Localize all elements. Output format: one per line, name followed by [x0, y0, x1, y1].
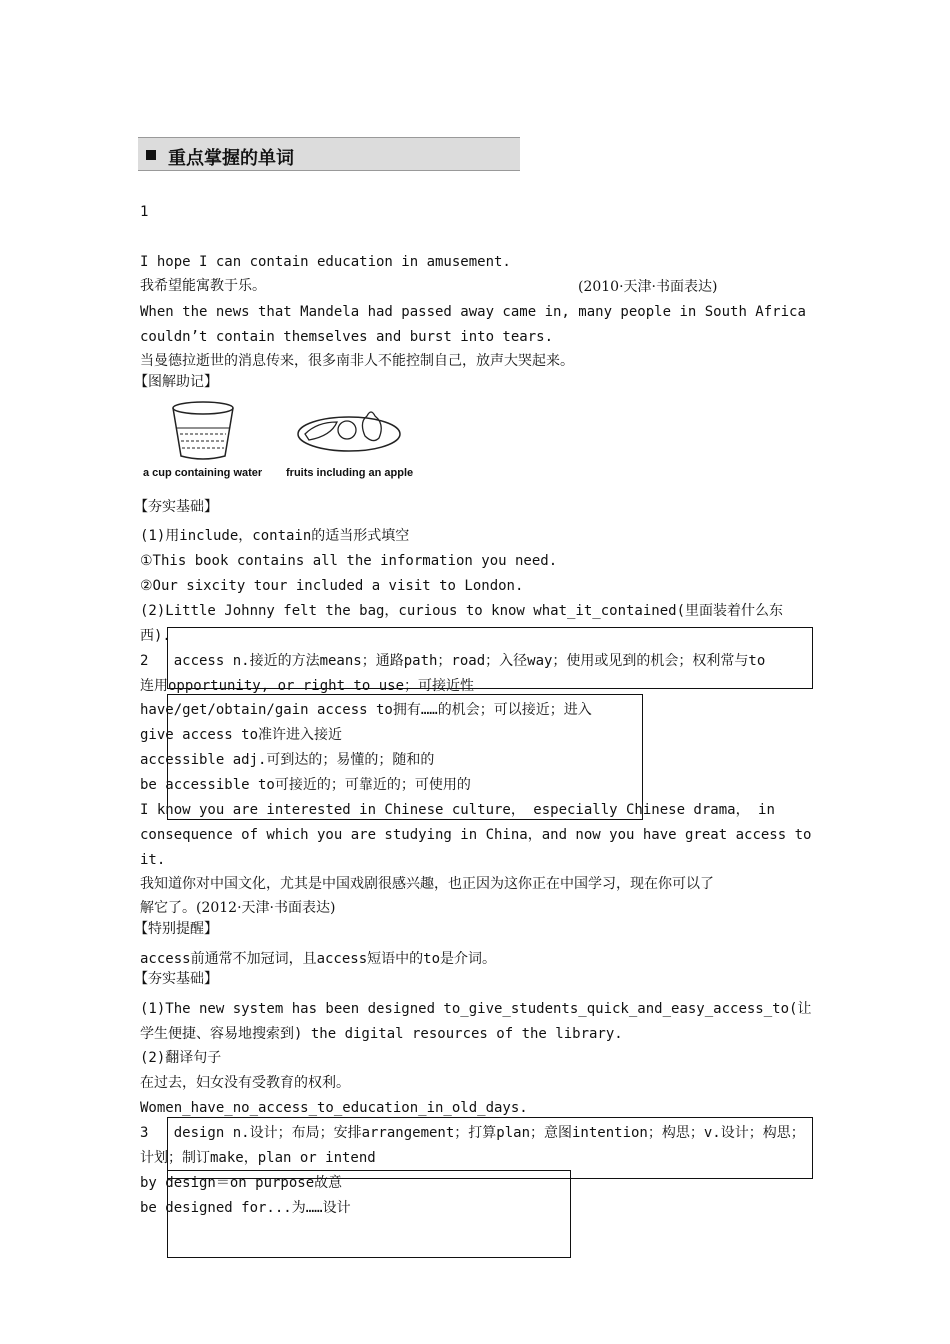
- entry-number: 1: [140, 204, 149, 220]
- example-en: consequence of which you are studying in China，and now you have great access to: [140, 827, 812, 843]
- example-en: I hope I can contain education in amusement.: [140, 254, 511, 270]
- example-reference: (2010·天津·书面表达): [578, 279, 718, 295]
- tip-text: access前通常不加冠词，且access短语中的to是介词。: [140, 951, 497, 967]
- exercise-line: 在过去，妇女没有受教育的权利。: [140, 1075, 350, 1091]
- exercise-line: (2)Little Johnny felt the bag，curious to know what_it_contained(里面装着什么东: [140, 603, 784, 619]
- phrase-line: accessible adj.可到达的；易懂的；随和的: [140, 752, 435, 768]
- example-cn: 我希望能寓教于乐。: [140, 278, 266, 294]
- phrase-line: have/get/obtain/gain access to拥有……的机会；可以接近；进入: [140, 702, 592, 718]
- section-title: 重点掌握的单词: [168, 148, 294, 169]
- example-en: I know you are interested in Chinese culture， especially Chinese drama， in: [140, 802, 775, 818]
- exercise-line: (2)翻译句子: [140, 1050, 222, 1066]
- example-cn: 解它了。(2012·天津·书面表达): [140, 900, 336, 916]
- example-cn: 当曼德拉逝世的消息传来，很多南非人不能控制自己，放声大哭起来。: [140, 353, 574, 369]
- fruit-plate-illustration: [295, 404, 403, 454]
- entry-definition: 连用opportunity, or right to use；可接近性: [140, 678, 475, 694]
- entry-definition: 计划；制订make，plan or intend: [140, 1150, 376, 1166]
- example-en: couldn’t contain themselves and burst into tears.: [140, 329, 554, 345]
- basics-label: 【夯实基础】: [134, 499, 218, 515]
- exercise-line: 西).: [140, 628, 171, 644]
- example-en: it.: [140, 852, 166, 868]
- phrase-line: give access to准许进入接近: [140, 727, 343, 743]
- exercise-line: ①This book contains all the information you need.: [140, 553, 558, 569]
- exercise-line: (1)用include，contain的适当形式填空: [140, 528, 410, 544]
- illustration-caption: fruits including an apple: [286, 467, 414, 479]
- entry-definition: 3 design n.设计；布局；安排arrangement；打算plan；意图intention；构思；v.设计；构思；: [140, 1125, 805, 1141]
- example-en: When the news that Mandela had passed away came in, many people in South Africa: [140, 304, 806, 320]
- illustration-caption: a cup containing water: [143, 467, 263, 479]
- entry-definition: 2 access n.接近的方法means；通路path；road；入径way；使用或见到的机会；权利常与to: [140, 653, 766, 669]
- exercise-line: ②Our sixcity tour included a visit to London.: [140, 578, 524, 594]
- square-bullet-icon: [146, 150, 156, 160]
- phrase-line: be accessible to可接近的；可靠近的；可使用的: [140, 777, 471, 793]
- definition-box: [167, 627, 813, 689]
- exercise-line: Women_have_no_access_to_education_in_old_days.: [140, 1100, 528, 1116]
- example-cn: 我知道你对中国文化，尤其是中国戏剧很感兴趣，也正因为这你正在中国学习，现在你可以了: [140, 876, 714, 892]
- phrase-box: [167, 694, 643, 820]
- exercise-line: 学生便捷、容易地搜索到) the digital resources of the library.: [140, 1026, 623, 1042]
- basics-label: 【夯实基础】: [134, 971, 218, 987]
- cup-of-water-illustration: [165, 400, 240, 462]
- tip-label: 【特别提醒】: [134, 921, 218, 937]
- section-header: [138, 137, 520, 171]
- phrase-line: by design＝on purpose故意: [140, 1175, 343, 1191]
- phrase-box: [167, 1170, 571, 1258]
- phrase-line: be designed for...为……设计: [140, 1200, 351, 1216]
- exercise-line: (1)The new system has been designed to_give_students_quick_and_easy_access_to(让: [140, 1001, 812, 1017]
- memo-label: 【图解助记】: [134, 374, 218, 390]
